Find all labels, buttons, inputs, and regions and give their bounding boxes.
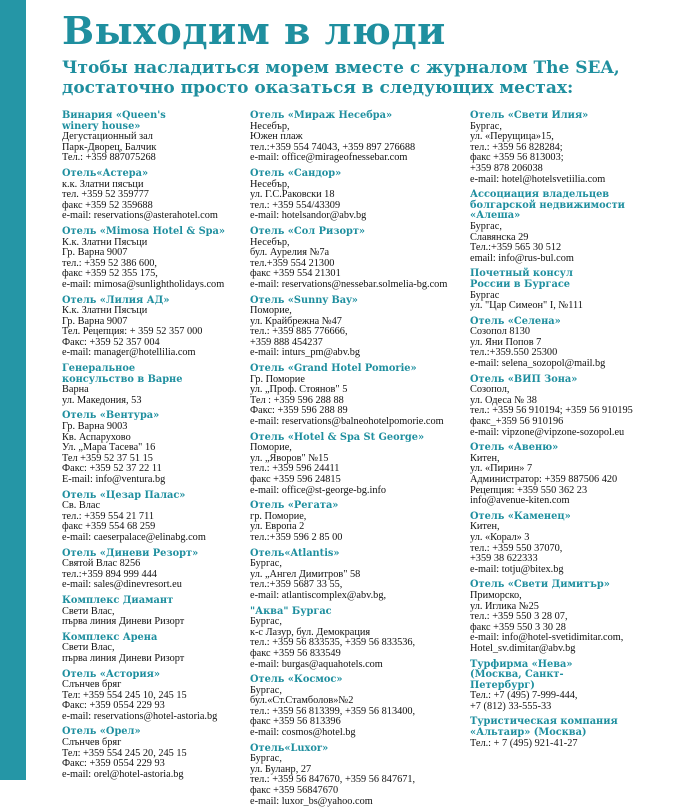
venue-detail-line: e-mail: office@st-george-bg.info <box>250 484 387 496</box>
venue-detail-line: ул. Европа 2 <box>250 521 305 533</box>
venue-detail-line: тел.: +359 56 847670, +359 56 847671, <box>250 774 416 786</box>
venue-detail-line: +359 38 622333 <box>470 553 538 565</box>
venue-detail-line: Кв. Аспарухово <box>62 431 131 443</box>
venue-entry <box>62 549 240 591</box>
venue-detail-line: тел.: +359 56 828284; <box>470 141 563 153</box>
decorative-edge-bar <box>0 0 26 780</box>
venue-entry <box>62 491 240 544</box>
venue-detail-line: e-mail: hotelsandor@abv.bg <box>250 210 367 222</box>
venue-detail-line: Ул. „Мара Тасева" 16 <box>62 442 156 454</box>
page-subtitle: Чтобы насладиться морем вместе с журналом The SEA, достаточно просто оказаться в следующих местах: <box>62 58 620 98</box>
venue-detail-line: Факс: +359 52 357 004 <box>62 336 160 348</box>
directory-column-2 <box>250 111 465 812</box>
venue-name: Отель «Sunny Bay» <box>250 294 358 306</box>
venue-detail-line: +7 (812) 33-555-33 <box>470 700 552 712</box>
venue-detail-line: Китен, <box>470 521 500 533</box>
directory-column-1 <box>62 111 240 785</box>
venue-entry <box>62 227 240 291</box>
venue-detail-line: тел.: +359 596 24411 <box>250 463 340 475</box>
venue-entry <box>62 633 240 665</box>
venue-entry <box>250 549 465 602</box>
venue-detail-line: Факс: +359 0554 229 93 <box>62 700 165 712</box>
venue-detail-line: Тел.: +359 887075268 <box>62 152 156 164</box>
venue-detail-line: Поморие, <box>250 442 292 454</box>
venue-detail-line: Рецепция: +359 550 362 23 <box>470 484 588 496</box>
venue-detail-line: Свети Влас, <box>62 605 115 617</box>
venue-detail-line: info@avenue-kiten.com <box>470 495 570 507</box>
venue-entry <box>250 607 465 671</box>
page-title: Выходим в люди <box>62 8 446 53</box>
venue-detail-line: e-mail: office@mirageofnessebar.com <box>250 152 408 164</box>
venue-detail-line: тел.:+359 5687 33 55, <box>250 579 343 591</box>
venue-name: Отель«Atlantis» <box>250 547 340 559</box>
venue-detail-line: e-mail: inturs_pm@abv.bg <box>250 347 361 359</box>
venue-detail-line: e-mail: mimosa@sunlightholidays.com <box>62 278 225 290</box>
venue-name: Отель «Mimosa Hotel & Spa» <box>62 225 226 237</box>
venue-detail-line: Славянска 29 <box>470 231 529 243</box>
venue-detail-line: e-mail: atlantiscomplex@abv.bg, <box>250 589 387 601</box>
venue-detail-line: К.к. Златни Пясъци <box>62 236 148 248</box>
venue-detail-line: факс +359 554 21301 <box>250 268 341 280</box>
venue-entry <box>250 501 465 543</box>
venue-detail-line: тел.:+359 596 2 85 00 <box>250 531 343 543</box>
venue-name: Отель «Свети Илия» <box>470 110 589 121</box>
venue-detail-line: e-mail: reservations@hotel-astoria.bg <box>62 710 218 722</box>
venue-detail-line: Созопол 8130 <box>470 326 531 338</box>
venue-detail-line: e-mail: caeserpalace@elinabg.com <box>62 531 206 543</box>
venue-detail-line: ул. Одеса № 38 <box>470 394 537 406</box>
venue-detail-line: Факс: +359 596 288 89 <box>250 405 348 417</box>
venue-detail-line: Приморско, <box>470 589 522 601</box>
venue-entry <box>470 190 685 264</box>
venue-detail-line: Бургас, <box>250 684 282 696</box>
venue-name: Отель «Лилия АД» <box>62 294 170 306</box>
venue-detail-line: Свети Влас, <box>62 642 115 654</box>
venue-detail-line: Тел.:+359 565 30 512 <box>470 242 562 254</box>
venue-name: Отель «Регата» <box>250 500 339 512</box>
venue-detail-line: Несебър, <box>250 236 290 248</box>
venue-detail-line: тел.: +359 885 776666, <box>250 326 348 338</box>
venue-detail-line: Hotel_sv.dimitar@abv.bg <box>470 642 576 654</box>
venue-detail-line: Тел.: +7 (495) 7-999-444, <box>470 690 578 702</box>
venue-detail-line: Дегустационный зал <box>62 131 153 143</box>
venue-detail-line: първа линия Диневи Ризорт <box>62 616 185 628</box>
venue-detail-line: Св. Влас <box>62 500 101 512</box>
venue-name: Комплекс Арена <box>62 631 158 643</box>
venue-name: Отель «Hotel & Spa St George» <box>250 431 425 443</box>
venue-detail-line: тел.: +359 554/43309 <box>250 199 341 211</box>
venue-detail-line: Гр. Поморие <box>250 373 305 385</box>
venue-name: Отель «Космос» <box>250 674 343 686</box>
venue-entry <box>62 111 240 164</box>
venue-detail-line: тел.:+359 894 999 444 <box>62 568 157 580</box>
venue-detail-line: e-mail: orel@hotel-astoria.bg <box>62 768 184 780</box>
venue-entry <box>470 111 685 185</box>
venue-entry <box>62 727 240 780</box>
venue-entry <box>62 596 240 628</box>
venue-detail-line: Гр. Варна 9007 <box>62 247 128 259</box>
venue-detail-line: Слънчев бряг <box>62 737 122 749</box>
venue-name: Отель «Орел» <box>62 726 141 738</box>
venue-detail-line: гр. Поморие, <box>250 510 307 522</box>
venue-detail-line: Бургас, <box>250 753 282 765</box>
venue-entry <box>62 670 240 723</box>
venue-detail-line: Парк-Дворец, Балчик <box>62 141 157 153</box>
venue-detail-line: ул. „Проф. Стоянов" 5 <box>250 384 348 396</box>
venue-name: Отель «Диневи Резорт» <box>62 547 199 559</box>
venue-entry <box>250 169 465 222</box>
venue-detail-line: ул. Буланр, 27 <box>250 763 312 775</box>
venue-entry <box>250 227 465 291</box>
venue-detail-line: Бургас, <box>250 616 282 628</box>
venue-name: Отель «Астория» <box>62 668 160 680</box>
venue-detail-line: E-mail: info@ventura.bg <box>62 474 166 485</box>
venue-detail-line: факс_+359 56 910196 <box>470 416 564 428</box>
venue-detail-line: Поморие, <box>250 305 292 317</box>
venue-detail-line: тел.: +359 56 813399, +359 56 813400, <box>250 705 416 717</box>
venue-detail-line: Южен плаж <box>250 131 303 143</box>
venue-detail-line: бул.«Ст.Стамболов»№2 <box>250 695 354 707</box>
venue-detail-line: e-mail: sales@dinevresort.eu <box>62 579 182 591</box>
venue-detail-line: e-mail: burgas@aquahotels.com <box>250 658 383 670</box>
venue-name: Отель«Астера» <box>62 167 149 179</box>
venue-detail-line: Тел : +359 596 288 88 <box>250 394 344 406</box>
venue-detail-line: Тел: +359 554 245 20, 245 15 <box>62 747 187 759</box>
venue-detail-line: Святой Влас 8256 <box>62 558 141 570</box>
venue-entry <box>250 744 465 808</box>
venue-name: Винария «Queen's <box>62 110 166 121</box>
venue-detail-line: Бургас, <box>470 120 502 132</box>
venue-detail-line: ул. "Цар Симеон" I, №111 <box>470 300 583 312</box>
venue-detail-line: e-mail: totju@bitex.bg <box>470 563 564 575</box>
venue-name: winery house» <box>62 120 141 132</box>
venue-name: «Альтаир» (Москва) <box>470 727 587 739</box>
venue-detail-line: Гр. Варна 9003 <box>62 421 128 433</box>
venue-detail-line: email: info@rus-bul.com <box>470 252 574 264</box>
venue-detail-line: факс +359 550 3 30 28 <box>470 621 566 633</box>
venue-name: Отель«Luxor» <box>250 742 329 754</box>
venue-name: (Москва, Санкт- <box>470 669 564 681</box>
venue-detail-line: Тел. Рецепция: + 359 52 357 000 <box>62 326 203 338</box>
venue-name: Отель «Авеню» <box>470 442 559 454</box>
venue-detail-line: факс +359 554 68 259 <box>62 521 156 533</box>
venue-detail-line: e-mail: reservations@asterahotel.com <box>62 210 218 222</box>
venue-entry <box>250 111 465 164</box>
venue-detail-line: e-mail: luxor_bs@yahoo.com <box>250 795 373 807</box>
venue-name: Отель «ВИП Зона» <box>470 373 578 385</box>
venue-name: Турфирма «Нева» <box>470 658 573 670</box>
venue-name: Отель «Сол Ризорт» <box>250 225 366 237</box>
venue-name: Отель «Цезар Палас» <box>62 489 186 501</box>
venue-detail-line: тел.: +359 550 3 28 07, <box>470 611 568 623</box>
venue-detail-line: ул. «Пирин» 7 <box>470 463 533 475</box>
venue-name: Отель «Мираж Несебра» <box>250 110 393 121</box>
venue-detail-line: Бургас <box>470 289 500 301</box>
venue-detail-line: факс +359 56 813396 <box>250 716 341 728</box>
venue-name: Отель «Селена» <box>470 315 561 327</box>
venue-name: Отель «Сандор» <box>250 167 342 179</box>
venue-detail-line: ул. Иглика №25 <box>470 600 539 612</box>
venue-detail-line: Несебър, <box>250 120 290 132</box>
venue-detail-line: e-mail: cosmos@hotel.bg <box>250 727 356 739</box>
venue-detail-line: e-mail: selena_sozopol@mail.bg <box>470 358 606 370</box>
venue-entry <box>250 364 465 428</box>
venue-detail-line: ул. „Яворов" №15 <box>250 452 329 464</box>
venue-detail-line: e-mail: info@hotel-svetidimitar.com, <box>470 632 624 644</box>
venue-detail-line: бул. Аурелия №7а <box>250 247 330 259</box>
venue-detail-line: ул. Крайбрежна №47 <box>250 315 342 327</box>
venue-name: Почетный консул <box>470 268 573 280</box>
venue-entry <box>250 296 465 360</box>
venue-name: Петербург) <box>470 679 535 691</box>
venue-detail-line: Слънчев бряг <box>62 679 122 691</box>
venue-detail-line: факс +359 56 813003; <box>470 152 564 164</box>
venue-detail-line: ул. „Ангел Димитров" 58 <box>250 568 361 580</box>
venue-entry <box>62 411 240 485</box>
venue-detail-line: ул. Г.С.Раковски 18 <box>250 189 335 201</box>
venue-entry <box>470 717 685 749</box>
venue-detail-line: e-mail: vipzone@vipzone-sozopol.eu <box>470 426 625 438</box>
venue-name: «Алеша» <box>470 210 521 222</box>
venue-detail-line: тел.:+359.550 25300 <box>470 347 558 359</box>
venue-detail-line: Тел.: + 7 (495) 921-41-27 <box>470 737 578 749</box>
venue-detail-line: тел.: +359 56 833535, +359 56 833536, <box>250 637 416 649</box>
venue-name: Отель «Свети Димитър» <box>470 579 610 591</box>
venue-detail-line: e-mail: reservations@nessebar.solmelia-bg.com <box>250 278 448 290</box>
venue-name: Туристическая компания <box>470 716 618 728</box>
venue-entry <box>62 364 240 406</box>
venue-detail-line: тел.: +359 554 21 711 <box>62 510 154 522</box>
venue-detail-line: тел. +359 52 359777 <box>62 189 149 201</box>
venue-detail-line: Администратор: +359 887506 420 <box>470 474 618 485</box>
venue-detail-line: тел.: +359 56 910194; +359 56 910195 <box>470 405 633 417</box>
venue-name: болгарской недвижимости <box>470 199 625 211</box>
venue-name: Комплекс Диамант <box>62 594 174 606</box>
venue-detail-line: Тел: +359 554 245 10, 245 15 <box>62 689 187 701</box>
venue-detail-line: Несебър, <box>250 178 290 190</box>
venue-entry <box>470 443 685 507</box>
venue-detail-line: Китен, <box>470 452 500 464</box>
venue-detail-line: К.к. Златни Пясъци <box>62 305 148 317</box>
venue-detail-line: Факс: +359 52 37 22 11 <box>62 463 162 475</box>
venue-detail-line: тел.: +359 550 37070, <box>470 542 563 554</box>
venue-entry <box>250 433 465 497</box>
venue-name: Отель «Вентура» <box>62 410 160 422</box>
venue-name: Отель «Grand Hotel Pomorie» <box>250 363 417 375</box>
venue-detail-line: първа линия Диневи Ризорт <box>62 652 185 664</box>
venue-detail-line: ул. «Корал» 3 <box>470 531 530 543</box>
venue-detail-line: тел.+359 554 21300 <box>250 257 335 269</box>
venue-detail-line: факс +359 56847670 <box>250 785 339 797</box>
venue-entry <box>470 269 685 311</box>
venue-entry <box>62 169 240 222</box>
venue-detail-line: факс +359 52 355 175, <box>62 268 158 280</box>
venue-detail-line: к.к. Златни пясъци <box>62 178 144 190</box>
venue-name: Ассоциация владельцев <box>470 189 610 201</box>
venue-entry <box>470 580 685 654</box>
venue-detail-line: к-с Лазур, бул. Демокрация <box>250 626 371 638</box>
venue-entry <box>470 512 685 576</box>
venue-entry <box>470 375 685 439</box>
venue-detail-line: +359 878 206038 <box>470 162 543 174</box>
venue-entry <box>470 317 685 370</box>
venue-detail-line: e-mail: reservations@balneohotelpomorie.com <box>250 416 444 428</box>
venue-name: Генеральное <box>62 363 136 375</box>
venue-entry <box>470 660 685 713</box>
venue-detail-line: ул. Яни Попов 7 <box>470 336 542 348</box>
venue-detail-line: e-mail: manager@hotellilia.com <box>62 347 196 359</box>
venue-entry <box>250 675 465 739</box>
venue-detail-line: Бургас, <box>470 220 502 232</box>
venue-detail-line: тел.:+359 554 74043, +359 897 276688 <box>250 141 416 153</box>
venue-detail-line: факс +359 56 833549 <box>250 647 341 659</box>
venue-name: "Аква" Бургас <box>250 605 332 617</box>
venue-detail-line: Гр. Варна 9007 <box>62 315 128 327</box>
venue-entry <box>62 296 240 360</box>
venue-detail-line: ул. «Перущица»15, <box>470 131 554 143</box>
venue-detail-line: Созопол, <box>470 384 510 396</box>
directory-column-3 <box>470 111 685 754</box>
venue-detail-line: +359 888 454237 <box>250 336 323 348</box>
venue-detail-line: факс +359 596 24815 <box>250 474 341 485</box>
venue-detail-line: тел.: +359 52 386 600, <box>62 257 157 269</box>
venue-name: Отель «Каменец» <box>470 510 571 522</box>
venue-detail-line: e-mail: hotel@hotelsvetiilia.com <box>470 173 606 185</box>
venue-detail-line: Факс: +359 0554 229 93 <box>62 758 165 770</box>
venue-detail-line: факс +359 52 359688 <box>62 199 153 211</box>
venue-detail-line: Бургас, <box>250 558 282 570</box>
venue-detail-line: ул. Македония, 53 <box>62 394 142 406</box>
venue-name: России в Бургасе <box>470 278 571 290</box>
venue-name: консульство в Варне <box>62 373 183 385</box>
venue-detail-line: Варна <box>62 384 89 396</box>
venue-detail-line: Тел +359 52 37 51 15 <box>62 452 153 464</box>
